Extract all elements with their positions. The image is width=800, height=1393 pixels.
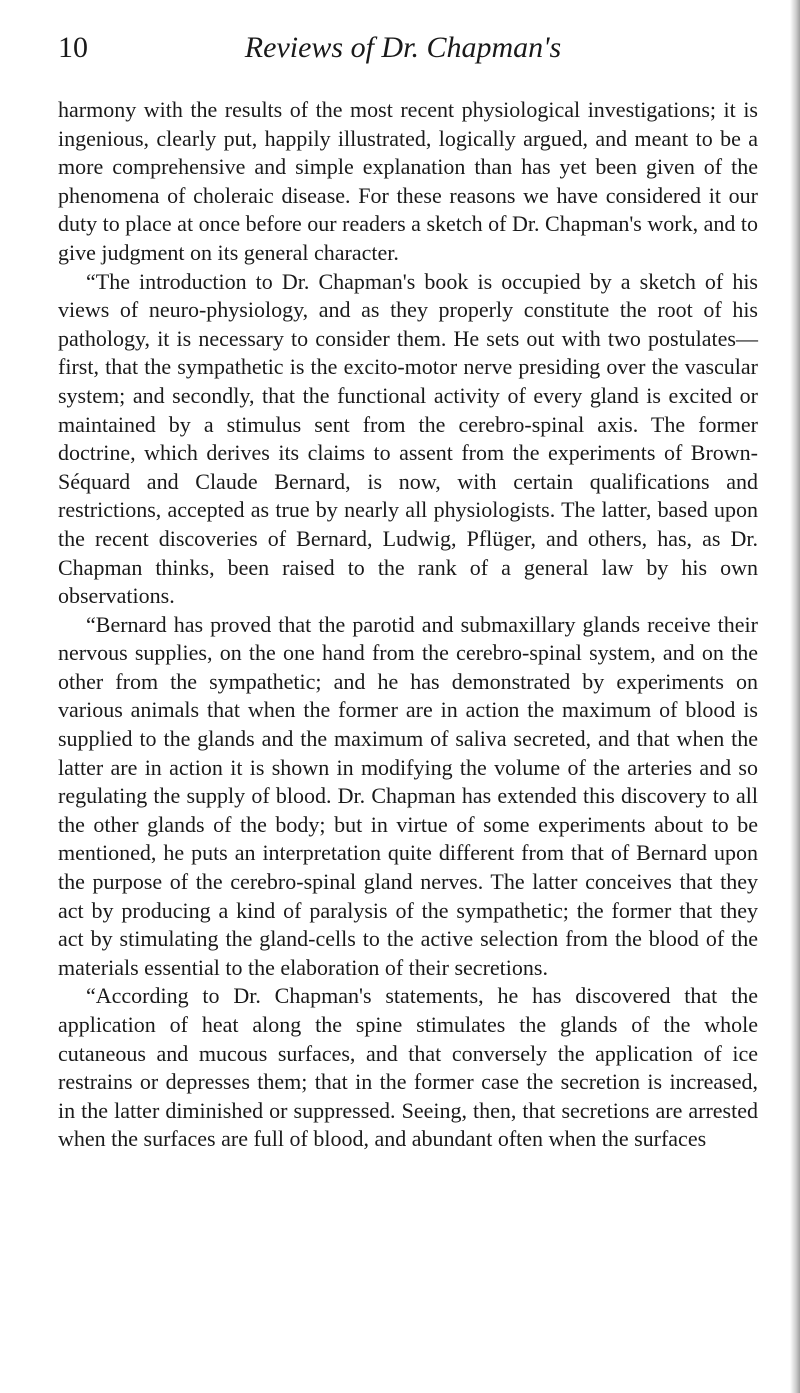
body-text [58,96,758,1154]
paragraph-3: “Bernard has proved that the parotid and submaxillary glands receive their nervous supplies, on the one hand from the cerebro-spinal system, and on the other from the sympathetic; and he has demonstrated by experiments on various animals that when the former are in action the maximum of blood is supplied to the glands and the maximum of saliva secreted, and that when the latter are in action it is shown in modifying the volume of the arteries and so regulating the supply of blood. Dr. Chapman has extended this discovery to all the other glands of the body; but in virtue of some experiments about to be mentioned, he puts an interpretation quite different from that of Bernard upon the purpose of the cerebro-spinal gland nerves. The latter conceives that they act by producing a kind of paralysis of the sympathetic; the former that they act by stimulating the gland-cells to the active selection from the blood of the materials essential to the elaboration of their secretions. [58,611,758,980]
paragraph-1: harmony with the results of the most recent physiological investigations; it is ingenious, clearly put, happily illustrated, logically argued, and meant to be a more comprehensive and simple explanation than has yet been given of the phenomena of choleraic disease. For these reasons we have considered it our duty to place at once before our readers a sketch of Dr. Chapman's work, and to give judgment on its general character. [58,97,758,265]
page-edge-shadow [790,0,800,1393]
paragraph-4: “According to Dr. Chapman's statements, he has discovered that the application of heat along the spine stimulates the glands of the whole cutaneous and mucous surfaces, and that conversely the application of ice restrains or depresses them; that in the former case the secretion is increased, in the latter diminished or suppressed. Seeing, then, that secretions are arrested when the surfaces are full of blood, and abundant often when the surfaces [58,983,758,1152]
page-header [48,28,758,68]
paragraph-2: “The introduction to Dr. Chapman's book is occupied by a sketch of his views of neuro-physiology, and as they properly constitute the root of his pathology, it is necessary to consider them. He sets out with two postulates—first, that the sympathetic is the excito-motor nerve presiding over the vascular system; and secondly, that the functional activity of every gland is excited or maintained by a stimulus sent from the cerebro-spinal axis. The former doctrine, which derives its claims to assent from the experiments of Brown-Séquard and Claude Bernard, is now, with certain qualifications and restrictions, accepted as true by nearly all physiologists. The latter, based upon the recent discoveries of Bernard, Ludwig, Pflüger, and others, has, as Dr. Chapman thinks, been raised to the rank of a general law by his own observations. [58,268,758,609]
running-title: Reviews of Dr. Chapman's [244,31,562,64]
page-number: 10 [58,31,88,64]
